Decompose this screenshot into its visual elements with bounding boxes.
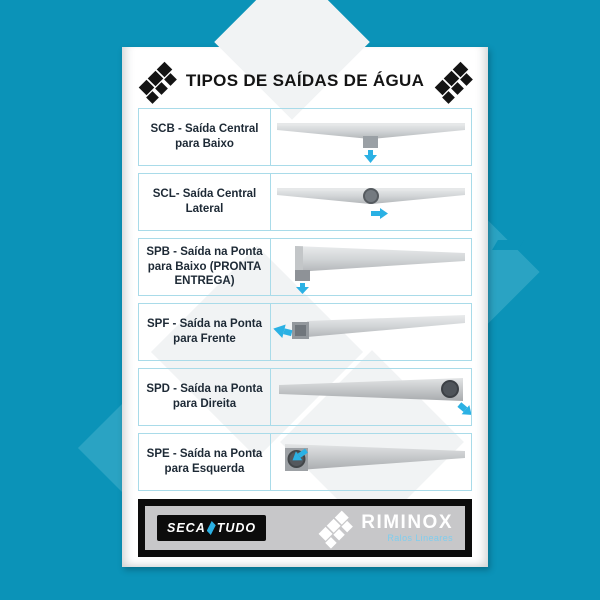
page-title: TIPOS DE SAÍDAS DE ÁGUA <box>185 71 425 90</box>
arrow-right-icon <box>371 208 388 219</box>
row-label: SCB - Saída Central para Baixo <box>139 109 271 165</box>
side-outlet-hole <box>364 189 378 203</box>
drain-channel-illustration-spe <box>271 434 471 490</box>
row-scl <box>138 173 472 231</box>
poster-sheet <box>122 47 488 567</box>
riminox-brand-subtitle: Ralos Lineares <box>387 533 453 543</box>
riminox-brand-name: RIMINOX <box>361 512 453 533</box>
riminox-diamonds-logo-icon <box>434 62 472 100</box>
riminox-logo <box>316 509 453 547</box>
outlet-types-list <box>122 108 488 498</box>
footer-inner-panel <box>145 506 465 550</box>
seca-tudo-label-part2: TUDO <box>216 521 257 535</box>
drain-channel-illustration-spd <box>271 369 471 425</box>
drain-channel <box>285 444 465 471</box>
bottom-outlet <box>295 270 310 281</box>
header <box>122 47 488 108</box>
row-label: SPB - Saída na Ponta para Baixo (PRONTA ENTREGA) <box>139 239 271 295</box>
arrow-down-right-icon <box>455 400 471 419</box>
drain-channel-illustration-scl <box>271 174 471 230</box>
row-label: SPD - Saída na Ponta para Direita <box>139 369 271 425</box>
seca-tudo-label-part1: SECA <box>167 521 206 535</box>
row-scb <box>138 108 472 166</box>
drain-channel <box>295 246 465 272</box>
row-spb <box>138 238 472 296</box>
row-label: SPE - Saída na Ponta para Esquerda <box>139 434 271 490</box>
arrow-down-icon <box>296 283 309 294</box>
arrow-left-icon <box>272 322 294 340</box>
drain-channel <box>307 315 465 337</box>
riminox-diamonds-logo-icon <box>138 62 176 100</box>
drain-channel-illustration-spb <box>271 239 471 295</box>
arrow-down-icon <box>364 150 377 163</box>
row-spf <box>138 303 472 361</box>
drain-channel-illustration-scb <box>271 109 471 165</box>
row-label: SCL- Saída Central Lateral <box>139 174 271 230</box>
right-outlet-hole <box>442 381 458 397</box>
drain-channel-illustration-spf <box>271 304 471 360</box>
row-label: SPF - Saída na Ponta para Frente <box>139 304 271 360</box>
squeegee-icon <box>207 521 216 535</box>
drain-channel <box>279 378 463 401</box>
row-spe <box>138 433 472 491</box>
watermark-notch <box>492 240 524 250</box>
riminox-diamonds-logo-icon <box>318 511 352 545</box>
seca-tudo-logo <box>157 515 266 541</box>
bottom-outlet <box>363 136 378 148</box>
footer-brand-bar <box>138 499 472 557</box>
row-spd <box>138 368 472 426</box>
